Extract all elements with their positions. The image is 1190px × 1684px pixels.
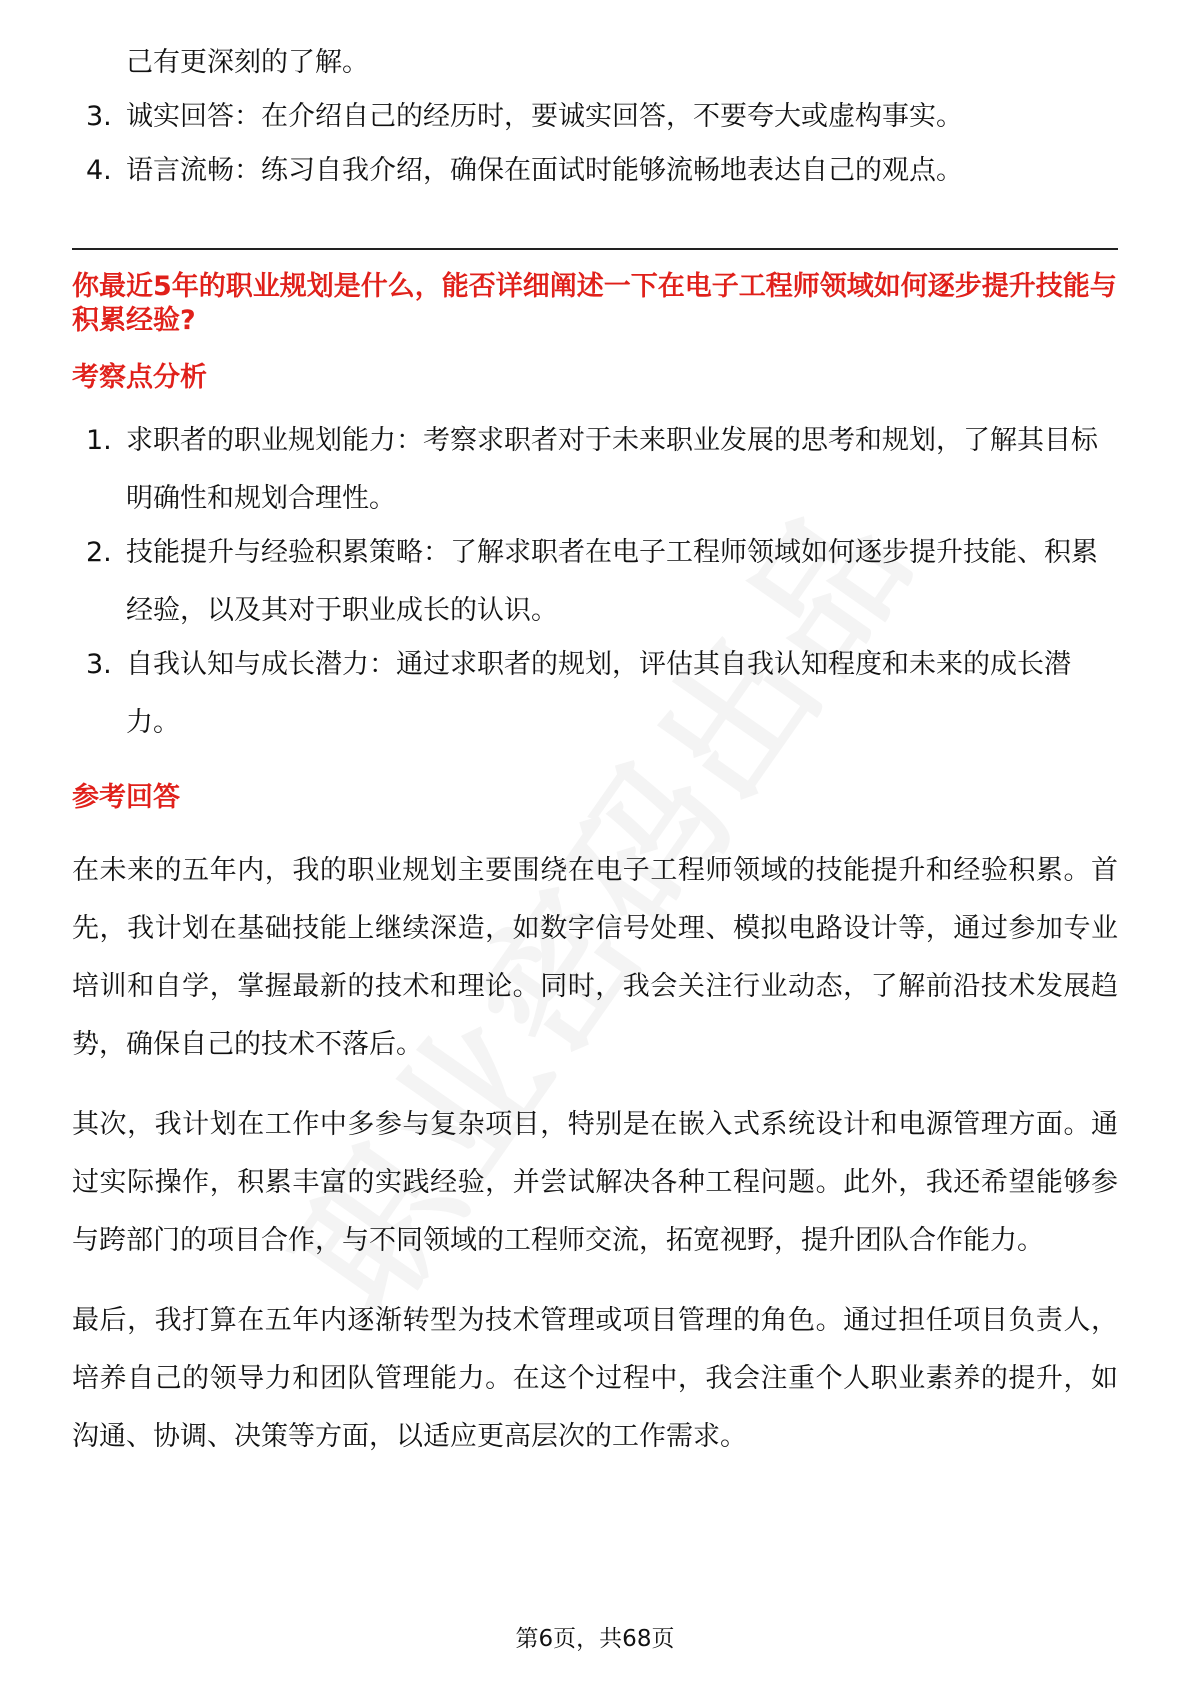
list-item — [72, 142, 1118, 200]
list-item-number: 1. — [86, 425, 112, 456]
document-page — [72, 0, 1118, 1466]
answer-title: 参考回答 — [72, 782, 180, 813]
question-heading: 你最近5年的职业规划是什么，能否详细阐述一下在电子工程师领域如何逐步提升技能与积累经验? — [72, 271, 1117, 336]
list-item — [72, 88, 1118, 146]
analysis-list — [72, 412, 1118, 752]
top-list — [72, 88, 1118, 200]
list-item-text: 语言流畅：练习自我介绍，确保在面试时能够流畅地表达自己的观点。 — [126, 155, 963, 186]
answer-paragraph: 其次，我计划在工作中多参与复杂项目，特别是在嵌入式系统设计和电源管理方面。通过实际操作，积累丰富的实践经验，并尝试解决各种工程问题。此外，我还希望能够参与跨部门的项目合作，与不同领域的工程师交流，拓宽视野，提升团队合作能力。 — [72, 1109, 1118, 1256]
analysis-title: 考察点分析 — [72, 362, 207, 393]
section-divider — [72, 248, 1118, 250]
list-continuation: 己有更深刻的了解。 — [126, 47, 369, 78]
list-item-number: 2. — [86, 537, 112, 568]
page-number: 第6页，共68页 — [515, 1626, 675, 1652]
list-item-number: 3. — [86, 101, 112, 132]
list-item-number: 4. — [86, 155, 112, 186]
list-item — [72, 524, 1118, 640]
answer-paragraph: 在未来的五年内，我的职业规划主要围绕在电子工程师领域的技能提升和经验积累。首先，我计划在基础技能上继续深造，如数字信号处理、模拟电路设计等，通过参加专业培训和自学，掌握最新的技术和理论。同时，我会关注行业动态，了解前沿技术发展趋势，确保自己的技术不落后。 — [72, 855, 1118, 1060]
list-item-text: 自我认知与成长潜力：通过求职者的规划，评估其自我认知程度和未来的成长潜力。 — [126, 649, 1071, 738]
list-item-text: 技能提升与经验积累策略：了解求职者在电子工程师领域如何逐步提升技能、积累经验，以及其对于职业成长的认识。 — [126, 537, 1098, 626]
answer-paragraph: 最后，我打算在五年内逐渐转型为技术管理或项目管理的角色。通过担任项目负责人，培养自己的领导力和团队管理能力。在这个过程中，我会注重个人职业素养的提升，如沟通、协调、决策等方面，以适应更高层次的工作需求。 — [72, 1305, 1118, 1452]
list-item — [72, 412, 1118, 528]
list-item-number: 3. — [86, 649, 112, 680]
list-item-text: 诚实回答：在介绍自己的经历时，要诚实回答，不要夸大或虚构事实。 — [126, 101, 963, 132]
list-item — [72, 636, 1118, 752]
list-item-text: 求职者的职业规划能力：考察求职者对于未来职业发展的思考和规划，了解其目标明确性和规划合理性。 — [126, 425, 1098, 514]
